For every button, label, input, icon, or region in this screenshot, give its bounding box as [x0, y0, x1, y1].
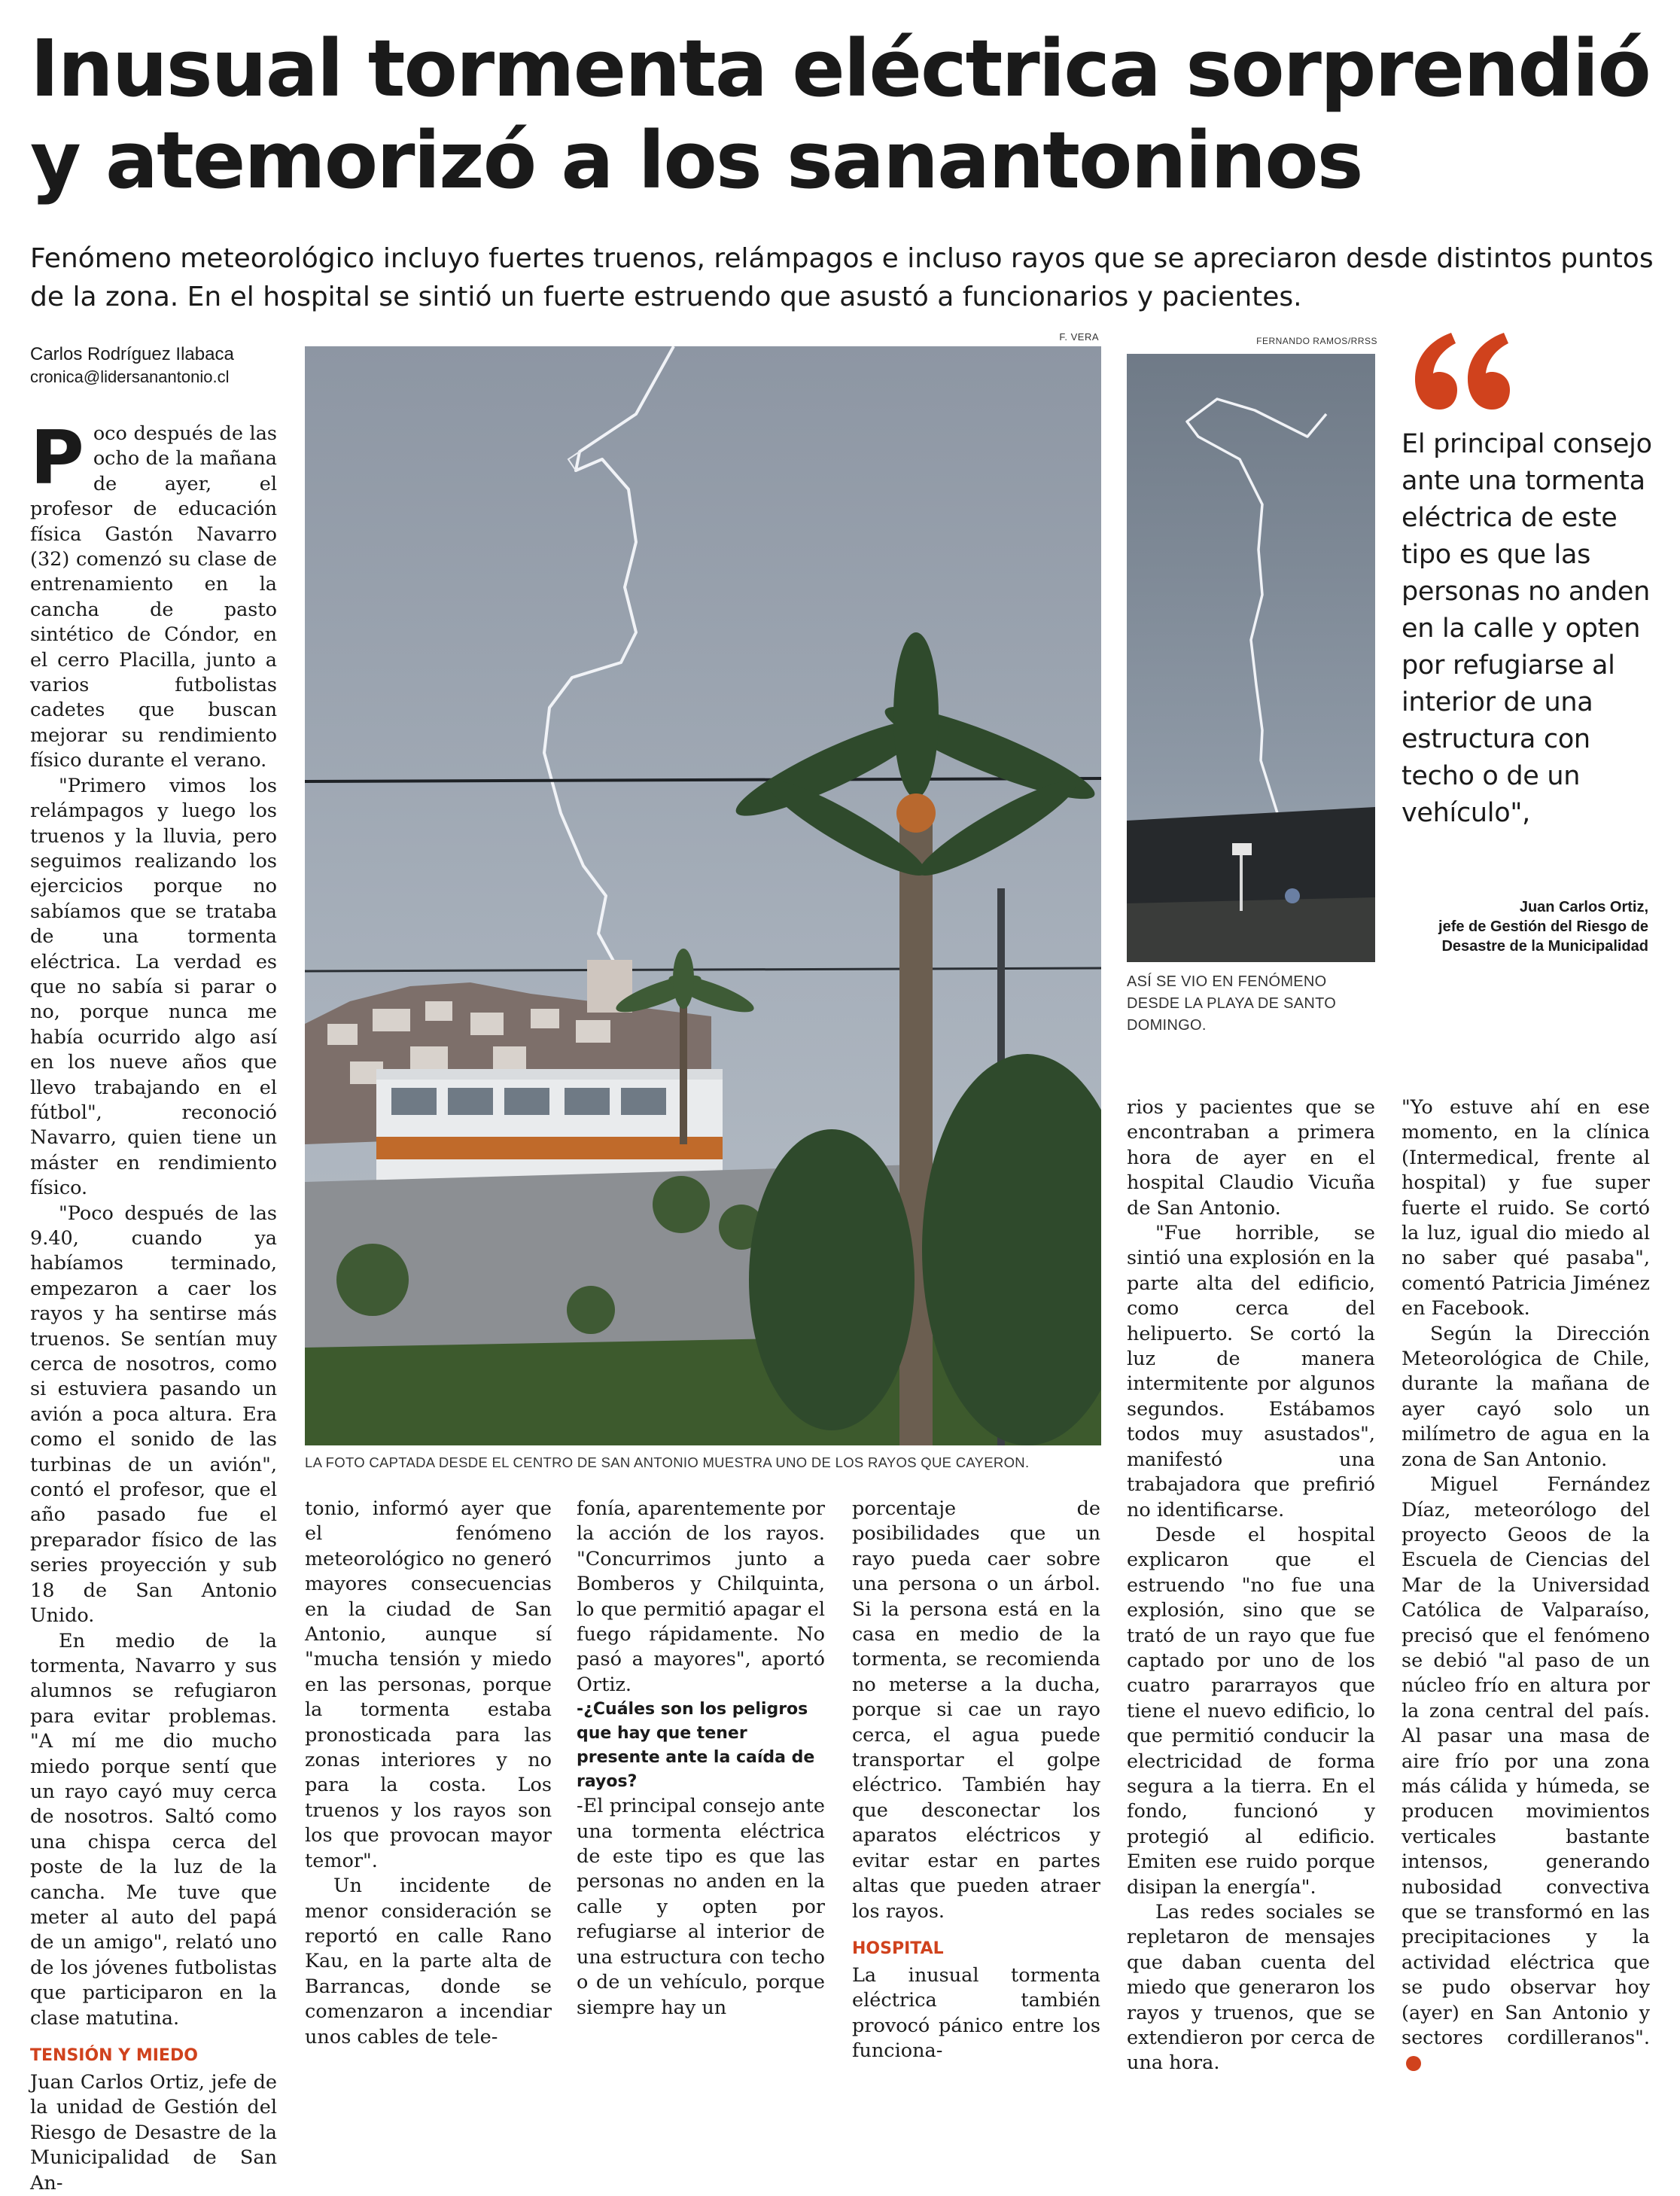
- headline: [30, 23, 1656, 206]
- headline-line-2: y atemorizó a los sanantoninos: [30, 114, 1362, 206]
- paragraph: "Primero vimos los relámpagos y luego los truenos y la lluvia, pero seguimos realizando los ejercicios porque no sabíamos que se trataba de una tormenta eléctrica. La verdad es que no sabía si parar o no, porque nunca me había ocurrido algo así en los nueve años que llevo trabajando en el fútbol", reconoció Navarro, quien tiene un máster en rendimiento físico.: [30, 774, 277, 1200]
- paragraph: "Yo estuve ahí en ese momento, en la clínica (Intermedical, frente al hospital) y fue super fuerte el ruido. Se cortó la luz, igual dio miedo al no saber qué pasaba", comentó Patricia Jiménez en Facebook.: [1402, 1096, 1650, 1320]
- pull-quote-role: jefe de Gestión del Riesgo de Desastre de la Municipalidad: [1438, 918, 1648, 955]
- byline-email: cronica@lidersanantonio.cl: [30, 367, 230, 386]
- body-column-5: [1127, 1095, 1375, 2076]
- pull-quote-attribution: [1392, 897, 1648, 956]
- paragraph: porcentaje de posibilidades que un rayo pueda caer sobre una persona o un árbol. Si la persona está en la casa en medio de la tormenta, se recomienda no meterse a la ducha, porque si cae un rayo cerca, el agua puede transportar el golpe eléctrico. También hay que desconectar los aparatos eléctricos y evitar estar en partes altas que pueden atraer los rayos.: [852, 1497, 1100, 1923]
- body-column-6: [1402, 1095, 1650, 2076]
- headline-line-1: Inusual tormenta eléctrica sorprendió: [30, 23, 1650, 114]
- main-photo-credit: F. VERA: [1059, 331, 1099, 343]
- side-photo: [1127, 354, 1375, 962]
- paragraph: rios y pacientes que se encontraban a primera hora de ayer en el hospital Claudio Vicuña de San Antonio.: [1127, 1096, 1375, 1220]
- main-photo: [305, 346, 1101, 1445]
- lightning-city-scene: [305, 346, 1101, 1445]
- body-column-4: [852, 1497, 1100, 2064]
- byline-author: Carlos Rodríguez Ilabaca: [30, 344, 234, 364]
- paragraph: "Fue horrible, se sintió una explosión en la parte alta del edificio, como cerca del helipuerto. Se cortó la luz de manera intermitente por algunos segundos. Estábamos todos muy asustados", manifestó una trabajadora que prefirió no identificarse.: [1127, 1222, 1375, 1521]
- body-column-2: [305, 1497, 552, 2050]
- deck: Fenómeno meteorológico incluyo fuertes truenos, relámpagos e incluso rayos que se apreciaron desde distintos puntos de la zona. En el hospital se sintió un fuerte estruendo que asustó a funcionarios y pacientes.: [30, 243, 1654, 312]
- subhead-hospital: HOSPITAL: [852, 1939, 944, 1958]
- lightning-beach-scene: [1127, 354, 1375, 962]
- end-of-article-icon: [1406, 2056, 1421, 2071]
- paragraph: -El principal consejo ante una tormenta eléctrica de este tipo es que las personas no anden en la calle y opten por refugiarse al interior de una estructura con techo o de un vehículo, porque siempre hay un: [577, 1795, 825, 2019]
- paragraph: Las redes sociales se repletaron de mensajes que daban cuenta del miedo que generaron los rayos y truenos, que se extendieron por cerca de una hora.: [1127, 1901, 1375, 2075]
- paragraph: Según la Dirección Meteorológica de Chile, durante la mañana de ayer cayó solo un milímetro de agua en la zona de San Antonio.: [1402, 1322, 1650, 1471]
- side-photo-caption: ASÍ SE VIO EN FENÓMENO DESDE LA PLAYA DE SANTO DOMINGO.: [1127, 973, 1337, 1034]
- paragraph: Juan Carlos Ortiz, jefe de la unidad de Gestión del Riesgo de Desastre de la Municipalidad de San An-: [30, 2071, 277, 2194]
- pull-quote-name: Juan Carlos Ortiz,: [1519, 899, 1648, 915]
- paragraph: La inusual tormenta eléctrica también provocó pánico entre los funciona-: [852, 1963, 1100, 2063]
- side-photo-credit: FERNANDO RAMOS/RRSS: [1256, 336, 1377, 346]
- paragraph-text: Miguel Fernández Díaz, meteorólogo del proyecto Geoos de la Escuela de Ciencias del Mar de la Universidad Católica de Valparaíso, precisó que el fenómeno se debió "al paso de un núcleo frío en altura por la zona central del país. Al pasar una masa de aire frío por una zona más cálida y húmeda, se producen movimientos verticales bastante intensos, generando nubosidad convectiva que se transformó en las precipitaciones y la actividad eléctrica que se pudo observar hoy (ayer) en San Antonio y sectores cordilleranos".: [1402, 1473, 1650, 2050]
- paragraph: [1402, 1473, 1650, 2076]
- paragraph: tonio, informó ayer que el fenómeno meteorológico no generó mayores consecuencias en la ciudad de San Antonio, aunque sí "mucha tensión y miedo en las personas, porque la tormenta estaba pronosticada para las zonas interiores y no para la costa. Los truenos y los rayos son los que provocan mayor temor".: [305, 1497, 552, 1872]
- interview-question: -¿Cuáles son los peligros que hay que tener presente ante la caída de rayos?: [577, 1700, 815, 1792]
- subhead-tension-y-miedo: TENSIÓN Y MIEDO: [30, 2046, 198, 2065]
- body-column-1: [30, 416, 277, 2196]
- paragraph: "Poco después de las 9.40, cuando ya habíamos terminado, empezaron a caer los rayos y ha sentirse más truenos. Se sentían muy cerca de nosotros, como si estuviera pasando un avión a poca altura. Era como el sonido de las turbinas de un avión", contó el profesor, que el año pasado fue el preparador físico de las series proyección y sub 18 de San Antonio Unido.: [30, 1202, 277, 1628]
- byline: [30, 343, 286, 388]
- paragraph: Un incidente de menor consideración se reportó en calle Rano Kau, en la parte alta de Barrancas, donde se comenzaron a incendiar unos cables de tele-: [305, 1875, 552, 2048]
- drop-cap: P: [30, 416, 84, 501]
- paragraph: Desde el hospital explicaron que el estruendo "no fue una explosión, sino que se trató de un rayo que fue captado por uno de los cuatro pararrayos que tiene el nuevo edificio, lo que permitió conducir la electricidad de forma segura a la tierra. En el fondo, funcionó y protegió al edificio. Emiten ese ruido porque disipan la energía".: [1127, 1523, 1375, 1899]
- main-photo-caption: LA FOTO CAPTADA DESDE EL CENTRO DE SAN ANTONIO MUESTRA UNO DE LOS RAYOS QUE CAYERON.: [305, 1454, 1030, 1470]
- paragraph: En medio de la tormenta, Navarro y sus alumnos se refugiaron para evitar problemas. "A mí me dio mucho miedo porque sentí que un rayo cayó muy cerca de nosotros. Saltó como una chispa cerca del poste de la luz de la cancha. Me tuve que meter al auto del papá de un amigo", relató uno de los jóvenes futbolistas que participaron en la clase matutina.: [30, 1629, 277, 2030]
- paragraph-text: oco después de las ocho de la mañana de ayer, el profesor de educación física Gastón Navarro (32) comenzó su clase de entrenamiento en la cancha de pasto sintético de Cóndor, en el cerro Placilla, junto a varios futbolistas cadetes que buscan mejorar su rendimiento físico durante el verano.: [30, 422, 277, 772]
- paragraph: fonía, aparentemente por la acción de los rayos. "Concurrimos junto a Bomberos y Chilquinta, lo que permitió apagar el fuego rápidamente. No pasó a mayores", aportó Ortiz.: [577, 1497, 825, 1696]
- body-column-3: [577, 1497, 825, 2021]
- paragraph: [30, 416, 277, 774]
- quote-mark-icon: [1408, 330, 1513, 413]
- pull-quote-text: El principal consejo ante una tormenta eléctrica de este tipo es que las personas no anden en la calle y opten por refugiarse al interior de una estructura con techo o de un vehículo",: [1402, 429, 1652, 828]
